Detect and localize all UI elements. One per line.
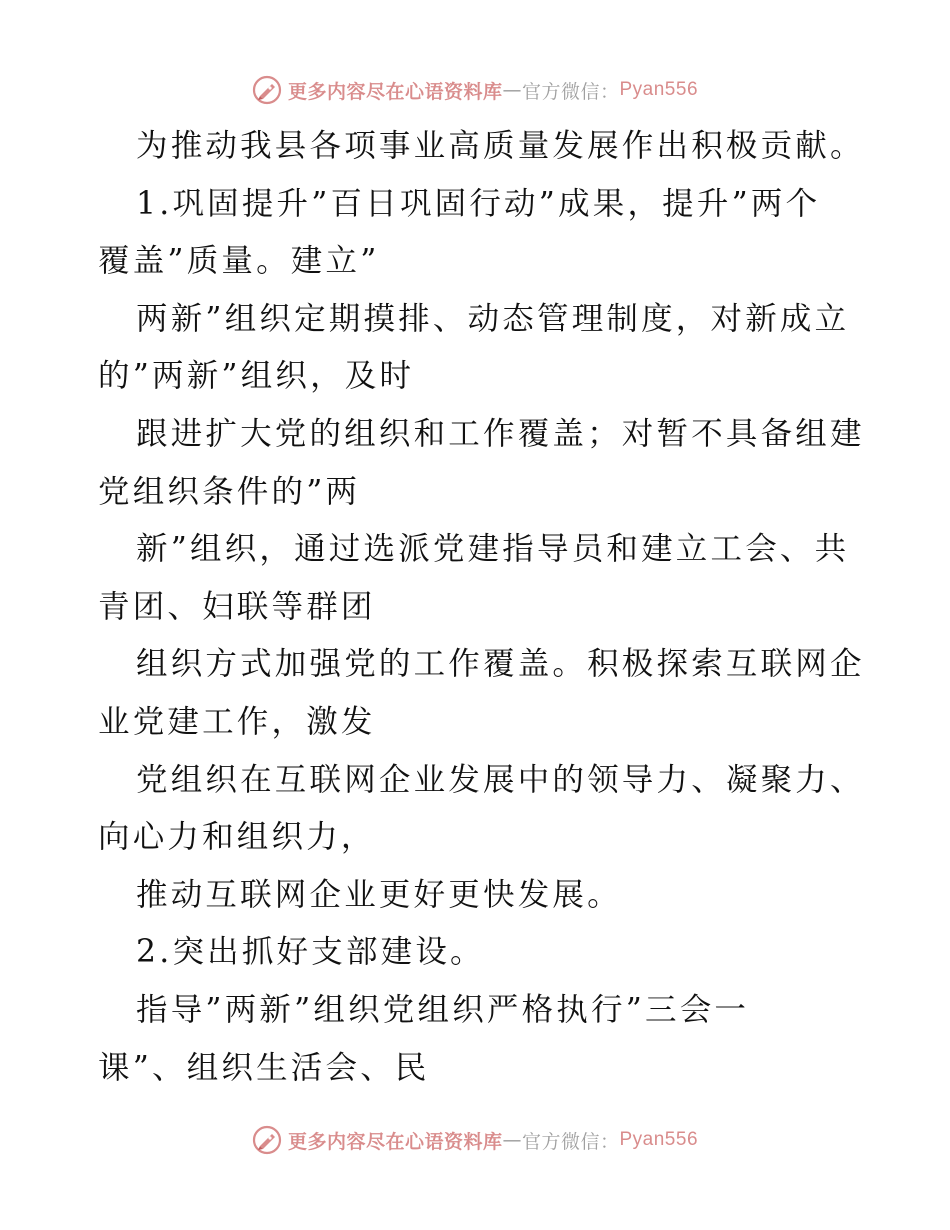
text-line: 新”组织，通过选派党建指导员和建立工会、共 — [136, 531, 850, 568]
watermark-dash: — — [502, 1129, 522, 1151]
text-line: 组织方式加强党的工作覆盖。积极探索互联网企 — [136, 646, 865, 683]
footer-watermark — [0, 1122, 950, 1158]
text-line: 覆盖”质量。建立” — [98, 243, 380, 280]
text-line: 指导”两新”组织党组织严格执行”三会一 — [136, 991, 750, 1028]
text-line: 青团、妇联等群团 — [98, 588, 376, 625]
pen-nib-logo-icon — [252, 75, 282, 105]
watermark-wechat-id: Pyan556 — [619, 79, 699, 100]
text-line: 业党建工作，激发 — [98, 703, 376, 740]
watermark-brand: 更多内容尽在心语资料库 — [287, 80, 503, 103]
watermark-dash: — — [502, 79, 522, 101]
text-line: 1.巩固提升”百日巩固行动”成果，提升”两个 — [136, 185, 821, 222]
text-line: 为推动我县各项事业高质量发展作出积极贡献。 — [136, 128, 865, 164]
watermark-wechat-id: Pyan556 — [619, 1129, 699, 1150]
text-line: 推动互联网企业更好更快发展。 — [136, 876, 622, 913]
text-line: 课”、组织生活会、民 — [98, 1049, 430, 1086]
text-line: 两新”组织定期摸排、动态管理制度，对新成立 — [136, 300, 850, 337]
text-line: 2.突出抓好支部建设。 — [136, 934, 485, 971]
document-body — [98, 118, 865, 1097]
pen-nib-logo-icon — [252, 1125, 282, 1155]
text-line: 的”两新”组织，及时 — [98, 358, 415, 395]
text-line: 跟进扩大党的组织和工作覆盖；对暂不具备组建 — [136, 415, 865, 452]
watermark-label: 官方微信： — [521, 80, 620, 103]
text-line: 向心力和组织力， — [98, 819, 376, 856]
text-line: 党组织条件的”两 — [98, 473, 361, 510]
header-watermark — [0, 72, 950, 108]
watermark-brand: 更多内容尽在心语资料库 — [287, 1130, 503, 1153]
text-line: 党组织在互联网企业发展中的领导力、凝聚力、 — [136, 761, 865, 798]
watermark-label: 官方微信： — [521, 1130, 620, 1153]
